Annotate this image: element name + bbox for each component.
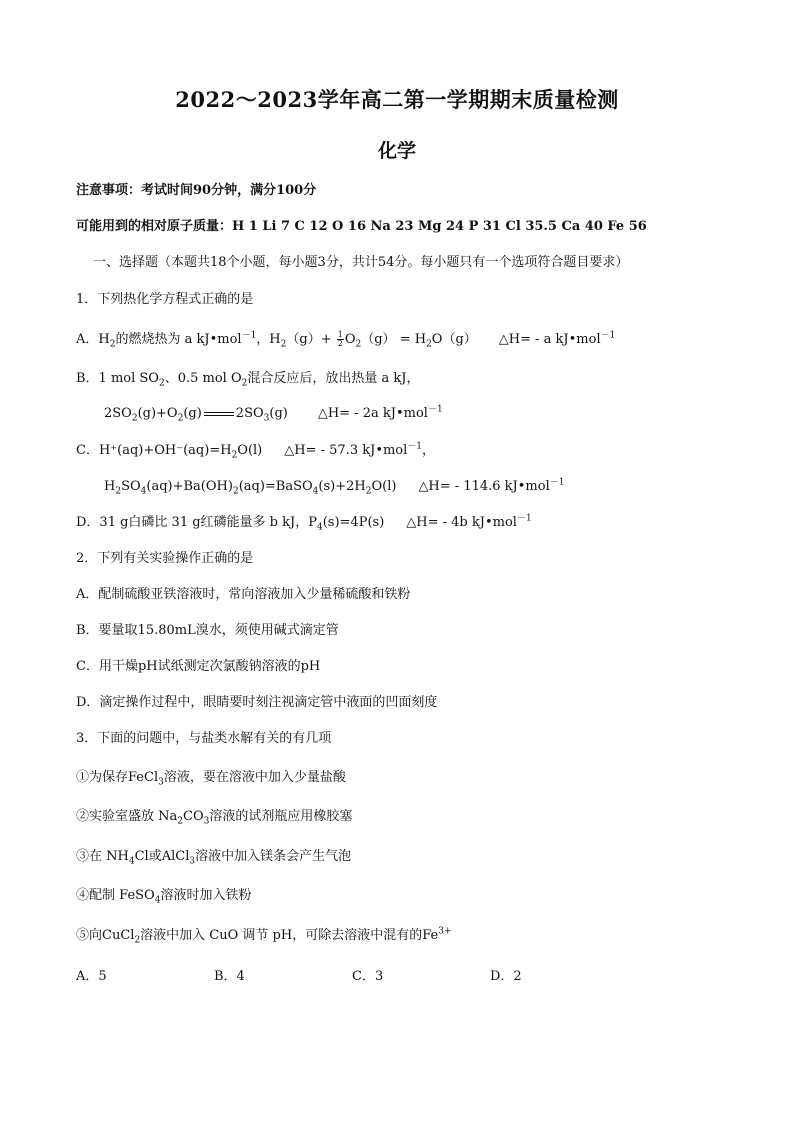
q3-item-2: ②实验室盛放 $Na_2CO_3$溶液的试剂瓶应用橡胶塞 bbox=[76, 809, 353, 827]
q3-item-3: ③在 $NH_4Cl$或AlCl$_3$溶液中加入镁条会产生气泡 bbox=[76, 849, 352, 867]
subject-title: 化学 bbox=[377, 140, 416, 162]
q2-stem: 2．下列有关实验操作正确的是 bbox=[76, 551, 254, 566]
q1-stem: 1．下列热化学方程式正确的是 bbox=[76, 292, 254, 307]
page-title: 2022～2023学年高二第一学期期末质量检测 bbox=[175, 87, 619, 112]
section-heading: 一、选择题（本题共18个小题，每小题3分，共计54分。每小题只有一个选项符合题目要求） bbox=[93, 255, 629, 270]
q2-option-d: D．滴定操作过程中，眼睛要时刻注视滴定管中液面的凹面刻度 bbox=[76, 695, 438, 710]
q1-option-b-equation: $2SO_2(g)+O_2(g)$ $2SO_3(g)$ △H= - 2a kJ•mol$^{-1}$ bbox=[104, 404, 443, 424]
fraction-one-half: $\frac{1}{2}$ bbox=[337, 330, 343, 348]
equilibrium-arrow-icon bbox=[204, 410, 234, 418]
q3-item-4: ④配制 FeSO$_4$溶液时加入铁粉 bbox=[76, 888, 252, 906]
q3-item-1: ①为保存FeCl$_3$溶液，要在溶液中加入少量盐酸 bbox=[76, 770, 346, 788]
exam-notice: 注意事项：考试时间90分钟，满分100分 bbox=[76, 183, 317, 198]
q3-item-5: ⑤向CuCl$_2$溶液中加入 CuO 调节 pH，可除去溶液中混有的$Fe^{3+}$ bbox=[76, 926, 452, 946]
q3-stem: 3．下面的问题中，与盐类水解有关的有几项 bbox=[76, 731, 332, 746]
q2-option-a: A．配制硫酸亚铁溶液时，常向溶液加入少量稀硫酸和铁粉 bbox=[76, 587, 411, 602]
atomic-masses: 可能用到的相对原子质量：H 1 Li 7 C 12 O 16 Na 23 Mg 24 P 31 Cl 35.5 Ca 40 Fe 56 bbox=[76, 219, 647, 234]
q3-option-a: A．5 bbox=[76, 969, 107, 984]
q1-option-b: B．1 mol $SO_2$、0.5 mol $O_2$混合反应后，放出热量 a kJ， bbox=[76, 371, 420, 389]
q3-option-d: D．2 bbox=[490, 969, 522, 984]
q2-option-b: B．要量取15.80mL溴水，须使用碱式滴定管 bbox=[76, 623, 339, 638]
q1-option-a: A．$H_2$的燃烧热为 a kJ•mol$^{-1}$，$H_2(g)+$ $\frac{1}{2}$ $O_2(g) = H_2O(g)$ △H= - a kJ•mol$^{-1}$ bbox=[76, 330, 616, 350]
q2-option-c: C．用干燥pH试纸测定次氯酸钠溶液的pH bbox=[76, 659, 321, 674]
q1-option-d: D．31 g白磷比 31 g红磷能量多 b kJ，$P_4(s)=4P(s)$ △H= - 4b kJ•mol$^{-1}$ bbox=[76, 513, 532, 533]
q3-option-b: B．4 bbox=[214, 969, 245, 984]
q3-option-c: C．3 bbox=[352, 969, 384, 984]
q1-option-c: C．$H^+(aq)+OH^-(aq)=H_2O(l)$ △H= - 57.3 kJ•mol$^{-1}$， bbox=[76, 441, 436, 461]
q1-option-c-equation: $H_2SO_4(aq)+Ba(OH)_2(aq)=BaSO_4(s)+2H_2O(l)$ △H= - 114.6 kJ•mol$^{-1}$ bbox=[104, 477, 565, 497]
